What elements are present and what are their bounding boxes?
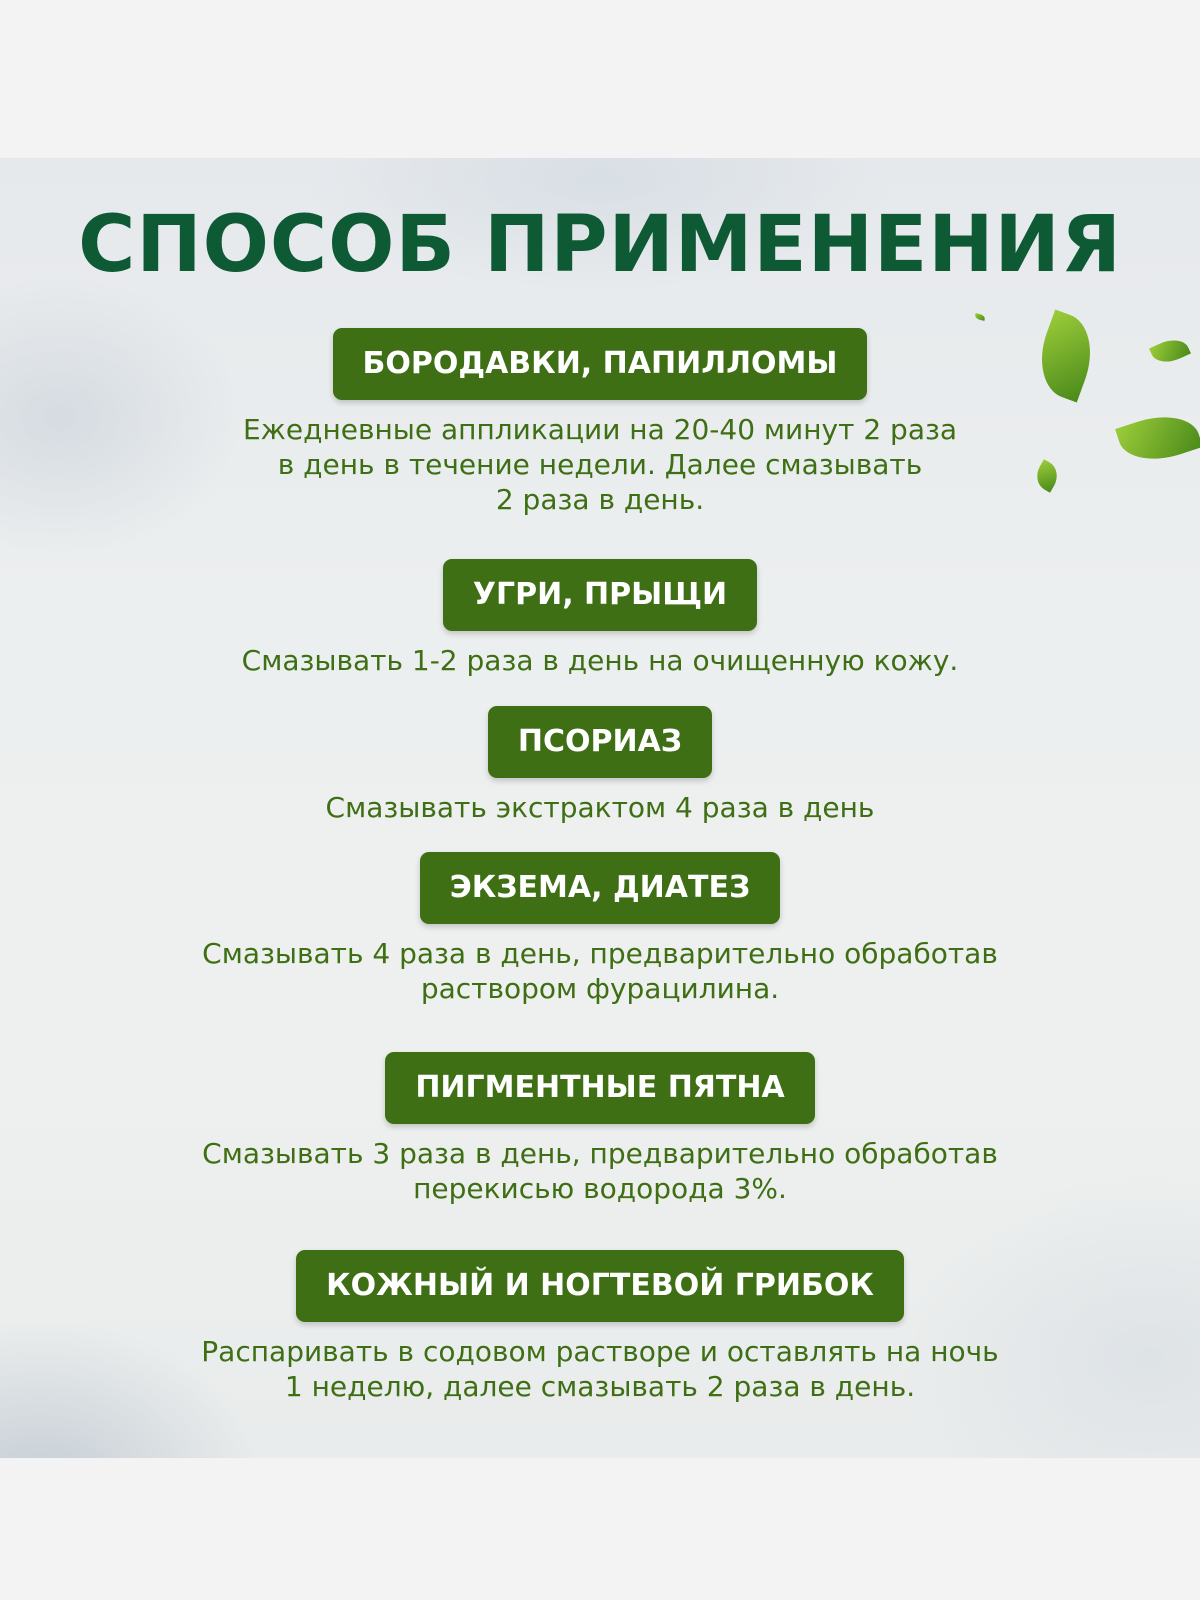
description-line: Смазывать 4 раза в день, предварительно обработав: [202, 937, 998, 970]
description-line: Ежедневные аппликации на 20-40 минут 2 раза: [242, 413, 958, 446]
description-line: 2 раза в день.: [495, 483, 705, 516]
section-fungus: [0, 1250, 1200, 1404]
description-line: перекисью водорода 3%.: [413, 1172, 787, 1205]
description-line: Смазывать экстрактом 4 раза в день: [325, 791, 875, 824]
section-description: [0, 936, 1200, 1006]
section-pigment-spots: [0, 1052, 1200, 1206]
section-eczema: [0, 852, 1200, 1006]
page-title: СПОСОБ ПРИМЕНЕНИЯ: [78, 200, 1122, 290]
section-description: [0, 790, 1200, 825]
description-line: в день в течение недели. Далее смазывать: [277, 448, 923, 481]
section-warts: [0, 328, 1200, 517]
usage-poster: [0, 158, 1200, 1458]
description-line: Смазывать 1-2 раза в день на очищенную кожу.: [241, 644, 959, 677]
section-acne: [0, 559, 1200, 678]
section-label: ПИГМЕНТНЫЕ ПЯТНА: [385, 1052, 814, 1124]
section-label: ПСОРИАЗ: [488, 706, 712, 778]
section-label: БОРОДАВКИ, ПАПИЛЛОМЫ: [333, 328, 868, 400]
section-label: КОЖНЫЙ И НОГТЕВОЙ ГРИБОК: [296, 1250, 904, 1322]
section-label: УГРИ, ПРЫЩИ: [443, 559, 757, 631]
description-line: раствором фурацилина.: [420, 972, 780, 1005]
description-line: Смазывать 3 раза в день, предварительно обработав: [202, 1137, 998, 1170]
leaf-icon: [975, 313, 986, 321]
section-description: [0, 1136, 1200, 1206]
section-description: [0, 1334, 1200, 1404]
section-psoriasis: [0, 706, 1200, 825]
description-line: 1 неделю, далее смазывать 2 раза в день.: [284, 1370, 916, 1403]
section-description: [0, 643, 1200, 678]
section-label: ЭКЗЕМА, ДИАТЕЗ: [420, 852, 781, 924]
description-line: Распаривать в содовом растворе и оставлять на ночь: [201, 1335, 999, 1368]
section-description: [0, 412, 1200, 517]
